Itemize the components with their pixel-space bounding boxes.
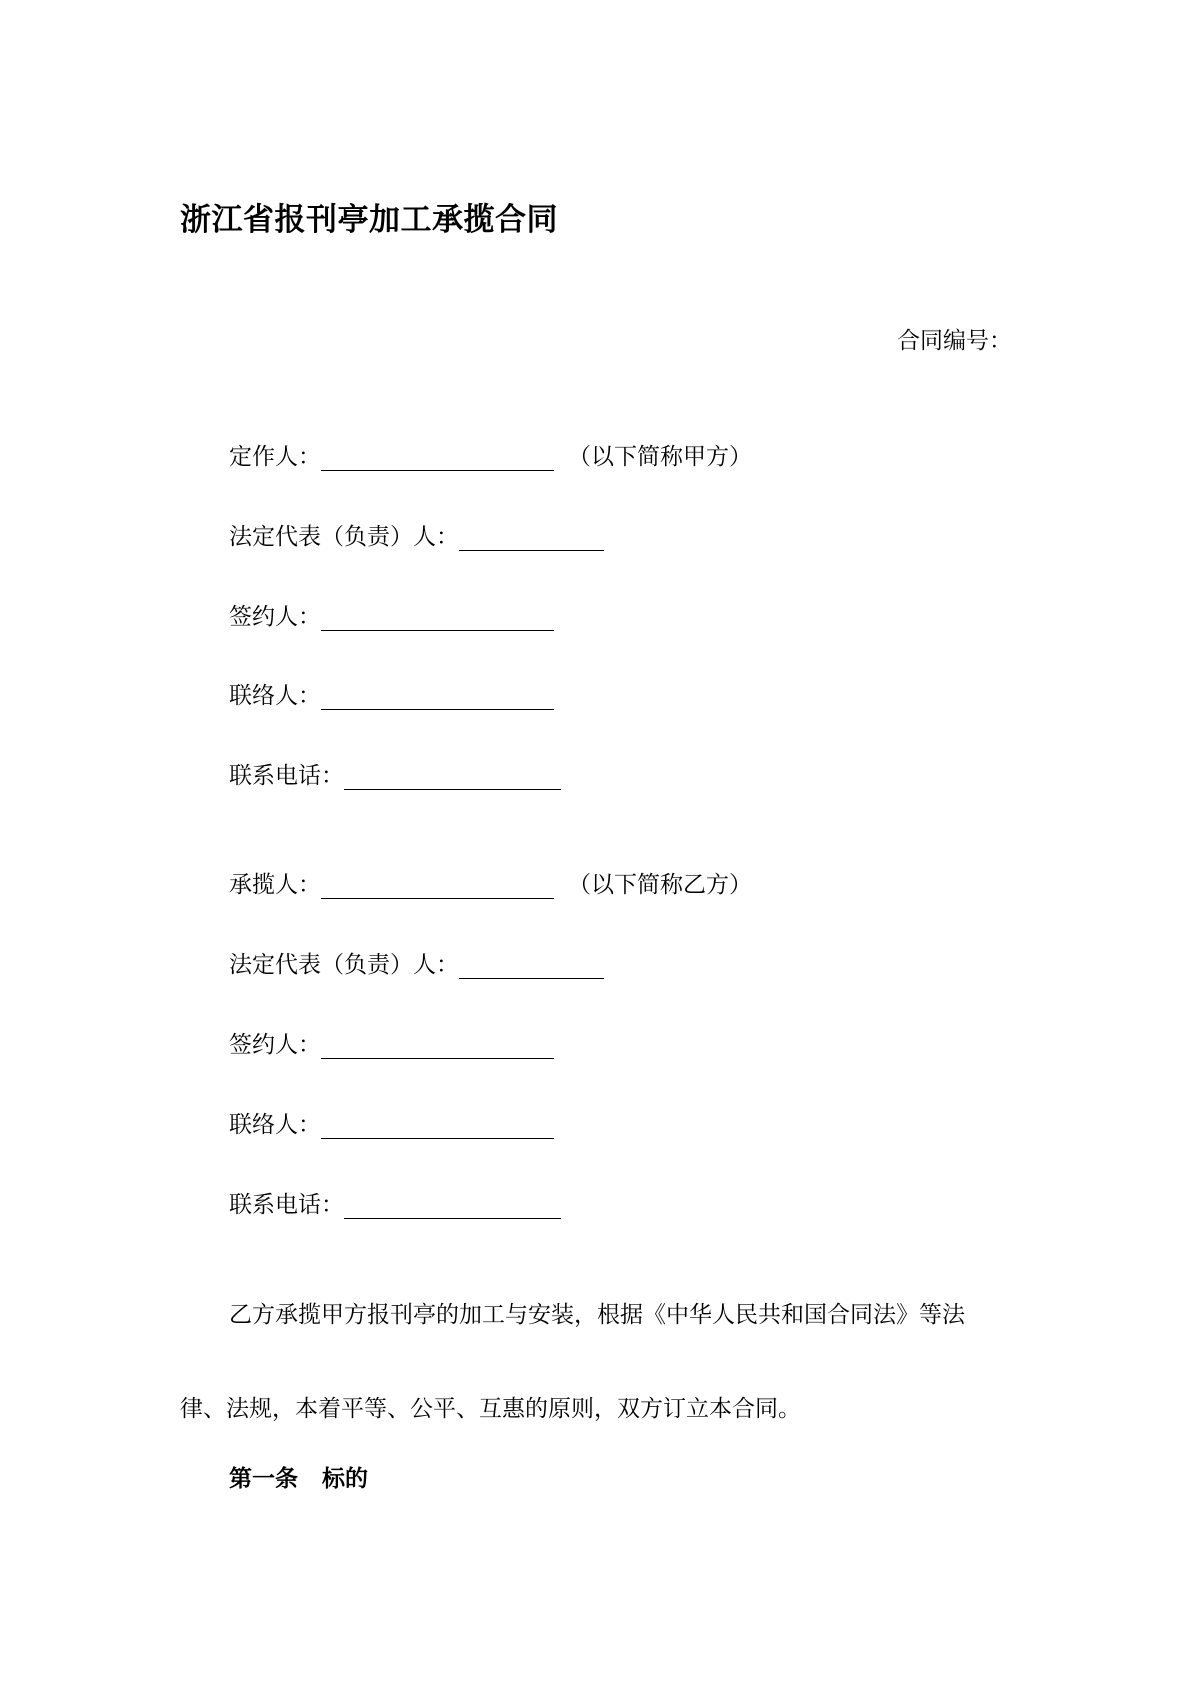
party-a-legal-rep-row — [229, 518, 604, 551]
party-a-signer-blank[interactable] — [321, 604, 554, 631]
party-b-phone-label: 联系电话： — [229, 1192, 344, 1218]
article-1-number: 第一条 — [229, 1466, 298, 1492]
party-b-contractor-label: 承揽人： — [229, 872, 321, 898]
party-a-contact-row — [229, 677, 554, 710]
party-b-legal-rep-blank[interactable] — [459, 952, 604, 979]
party-b-phone-row — [229, 1186, 561, 1219]
party-a-abbrev-note: （以下简称甲方） — [568, 444, 752, 470]
party-a-signer-row — [229, 598, 554, 631]
intro-paragraph-line-1: 乙方承揽甲方报刊亭的加工与安装，根据《中华人民共和国合同法》等法 — [229, 1302, 965, 1328]
party-a-phone-row — [229, 757, 561, 790]
party-b-signer-row — [229, 1026, 554, 1059]
party-a-phone-blank[interactable] — [344, 763, 561, 790]
party-a-legal-rep-label: 法定代表（负责）人： — [229, 524, 459, 550]
party-a-principal-row — [229, 438, 752, 471]
party-a-contact-blank[interactable] — [321, 683, 554, 710]
party-b-legal-rep-label: 法定代表（负责）人： — [229, 952, 459, 978]
party-b-contact-row — [229, 1106, 554, 1139]
article-1-title: 标的 — [322, 1466, 368, 1492]
party-a-contact-label: 联络人： — [229, 683, 321, 709]
party-a-principal-label: 定作人： — [229, 444, 321, 470]
intro-paragraph-line-2: 律、法规，本着平等、公平、互惠的原则，双方订立本合同。 — [180, 1396, 801, 1422]
party-a-legal-rep-blank[interactable] — [459, 524, 604, 551]
party-b-signer-label: 签约人： — [229, 1032, 321, 1058]
party-b-contact-blank[interactable] — [321, 1112, 554, 1139]
contract-number-label: 合同编号： — [897, 328, 1012, 354]
party-b-contractor-blank[interactable] — [321, 872, 554, 899]
party-b-phone-blank[interactable] — [344, 1192, 561, 1219]
party-a-signer-label: 签约人： — [229, 604, 321, 630]
party-a-principal-blank[interactable] — [321, 444, 554, 471]
party-a-phone-label: 联系电话： — [229, 763, 344, 789]
article-1-heading — [229, 1460, 368, 1493]
party-b-legal-rep-row — [229, 946, 604, 979]
document-title: 浙江省报刊亭加工承揽合同 — [180, 202, 558, 238]
party-b-abbrev-note: （以下简称乙方） — [568, 872, 752, 898]
party-b-contractor-row — [229, 866, 752, 899]
party-b-signer-blank[interactable] — [321, 1032, 554, 1059]
party-b-contact-label: 联络人： — [229, 1112, 321, 1138]
